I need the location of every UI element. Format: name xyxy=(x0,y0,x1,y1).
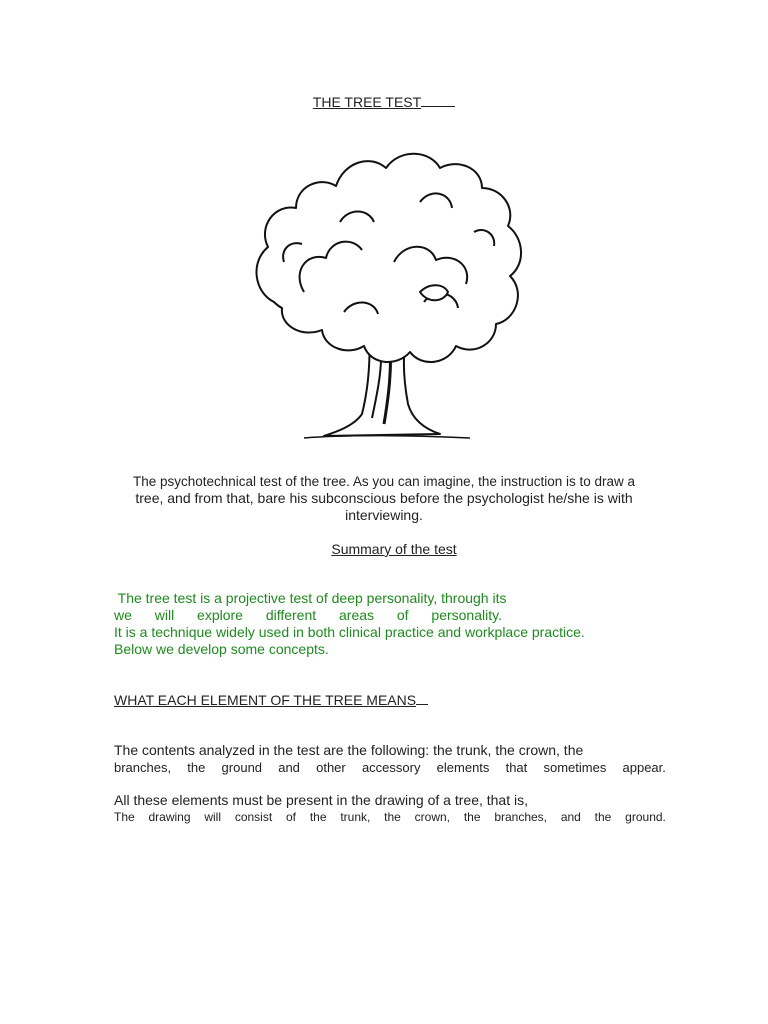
word: will xyxy=(204,810,222,824)
word: appear. xyxy=(622,760,666,775)
paragraph-line: All these elements must be present in the drawing of a tree, that is, xyxy=(114,792,528,808)
word: elements xyxy=(436,760,490,775)
word: consist xyxy=(234,810,273,824)
word: ground. xyxy=(625,810,666,824)
tree-illustration-icon xyxy=(244,142,530,442)
summary-line: It is a technique widely used in both clinical practice and workplace practice. xyxy=(114,624,585,640)
paragraph-line: The contents analyzed in the test are the following: the trunk, the crown, the xyxy=(114,742,584,758)
drawing-paragraph xyxy=(114,792,666,826)
document-title: THE TREE TEST xyxy=(0,94,768,110)
word: branches, xyxy=(494,810,548,824)
word: different xyxy=(265,607,317,623)
word: accessory xyxy=(361,760,421,775)
word: that xyxy=(505,760,528,775)
word: sometimes xyxy=(543,760,607,775)
word: crown, xyxy=(414,810,450,824)
intro-line: interviewing. xyxy=(345,507,423,523)
paragraph-justified-line xyxy=(114,759,666,776)
word: of xyxy=(286,810,297,824)
word: the xyxy=(187,760,206,775)
section-heading: WHAT EACH ELEMENT OF THE TREE MEANS xyxy=(114,692,428,708)
word: drawing xyxy=(148,810,191,824)
word: and xyxy=(560,810,581,824)
word: branches, xyxy=(114,760,172,775)
word: the xyxy=(463,810,481,824)
word: areas xyxy=(339,607,375,623)
word: the xyxy=(384,810,401,824)
word: trunk, xyxy=(340,810,371,824)
summary-paragraph xyxy=(114,590,654,658)
word: ground xyxy=(221,760,263,775)
summary-justified-line xyxy=(114,607,502,624)
word: the xyxy=(594,810,612,824)
intro-paragraph xyxy=(110,473,658,524)
summary-line: Below we develop some concepts. xyxy=(114,641,329,657)
word: of xyxy=(396,607,409,623)
word: The xyxy=(114,810,135,824)
word: and xyxy=(278,760,300,775)
elements-paragraph xyxy=(114,742,666,776)
word: personality. xyxy=(431,607,502,623)
word: will xyxy=(154,607,175,623)
word: other xyxy=(316,760,346,775)
word: the xyxy=(309,810,327,824)
summary-heading: Summary of the test xyxy=(331,541,457,557)
summary-line: The tree test is a projective test of deep personality, through its xyxy=(114,590,507,606)
word: explore xyxy=(197,607,243,623)
intro-line: tree, and from that, bare his subconscious before the psychologist he/she is with xyxy=(135,490,633,506)
paragraph-justified-line xyxy=(114,809,666,826)
intro-line: The psychotechnical test of the tree. As you can imagine, the instruction is to draw a xyxy=(132,474,636,489)
word: we xyxy=(114,607,132,623)
